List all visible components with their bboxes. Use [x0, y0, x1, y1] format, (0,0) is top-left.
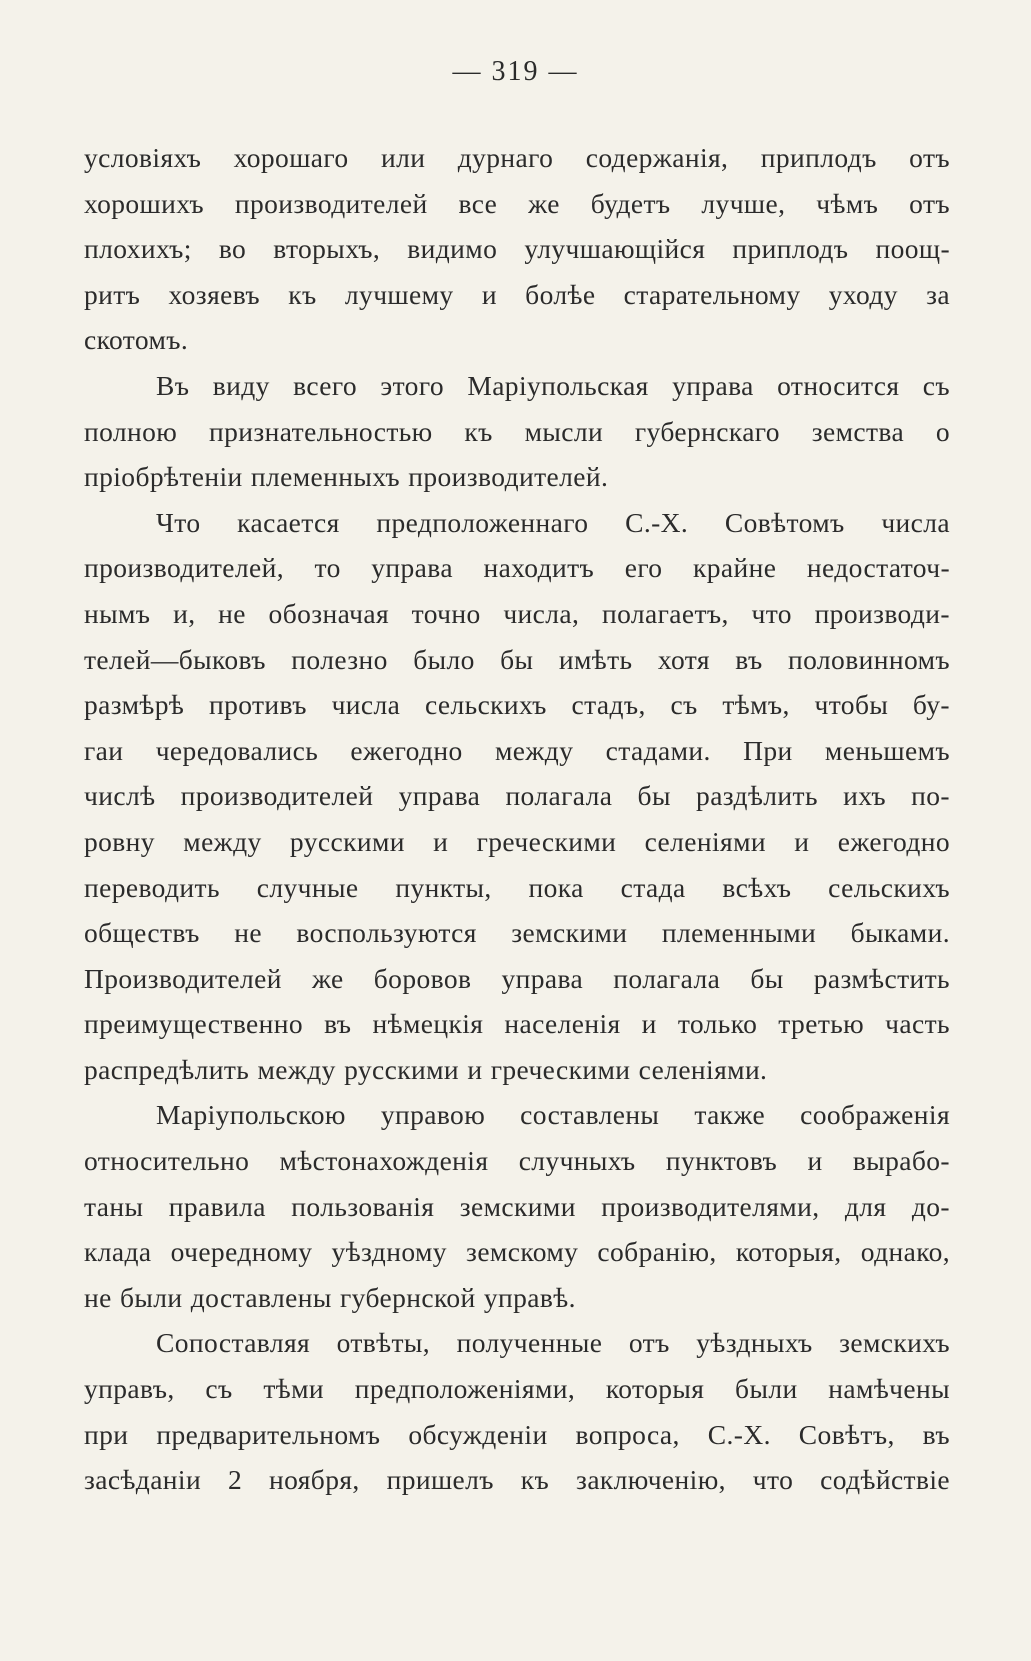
- text-line: распредѣлить между русскими и греческими селеніями.: [84, 1053, 768, 1085]
- text-line: ритъ хозяевъ къ лучшему и болѣе старательному уходу за: [84, 278, 950, 310]
- text-line: пріобрѣтеніи племенныхъ производителей.: [84, 461, 609, 493]
- text-line: преимущественно въ нѣмецкія населенія и только третью часть: [84, 1008, 950, 1040]
- text-line: управъ, съ тѣми предположеніями, которыя были намѣчены: [84, 1373, 950, 1405]
- text-line: Въ виду всего этого Маріупольская управа относится съ: [156, 369, 950, 401]
- text-line: клада очередному уѣздному земскому собранію, которыя, однако,: [84, 1236, 950, 1268]
- text-line: при предварительномъ обсужденіи вопроса, С.-Х. Совѣтъ, въ: [84, 1418, 950, 1450]
- text-line: хорошихъ производителей все же будетъ лучше, чѣмъ отъ: [84, 187, 950, 219]
- text-line: Что касается предположеннаго С.-Х. Совѣтомъ числа: [156, 506, 950, 538]
- text-line: ровну между русскими и греческими селеніями и ежегодно: [84, 825, 950, 857]
- text-line: числѣ производителей управа полагала бы раздѣлить ихъ по-: [84, 780, 950, 812]
- text-line: телей—быковъ полезно было бы имѣть хотя въ половинномъ: [84, 643, 950, 675]
- text-line: нымъ и, не обозначая точно числа, полагаетъ, что производи-: [84, 597, 950, 629]
- text-line: Сопоставляя отвѣты, полученные отъ уѣздныхъ земскихъ: [156, 1327, 950, 1359]
- text-line: гаи чередовались ежегодно между стадами. При меньшемъ: [84, 734, 950, 766]
- text-body: [84, 135, 950, 1503]
- text-line: засѣданіи 2 ноября, пришелъ къ заключенію, что содѣйствіе: [84, 1464, 950, 1496]
- page-number: — 319 —: [452, 56, 579, 87]
- text-line: условіяхъ хорошаго или дурнаго содержанія, приплодъ отъ: [84, 142, 950, 173]
- text-line: производителей, то управа находитъ его крайне недостаточ-: [84, 552, 950, 584]
- text-line: таны правила пользованія земскими производителями, для до-: [84, 1190, 950, 1222]
- text-line: относительно мѣстонахожденія случныхъ пунктовъ и вырабо-: [84, 1145, 950, 1177]
- text-line: плохихъ; во вторыхъ, видимо улучшающійся приплодъ поощ-: [84, 233, 950, 265]
- text-line: Маріупольскою управою составлены также соображенія: [156, 1099, 950, 1131]
- text-line: полною признательностью къ мысли губернскаго земства о: [84, 415, 950, 447]
- text-line: Производителей же боровов управа полагала бы размѣстить: [84, 962, 950, 994]
- text-line: переводить случные пункты, пока стада всѣхъ сельскихъ: [84, 871, 950, 903]
- text-line: обществъ не воспользуются земскими племенными быками.: [84, 917, 950, 949]
- text-line: скотомъ.: [84, 324, 189, 356]
- text-line: размѣрѣ противъ числа сельскихъ стадъ, съ тѣмъ, чтобы бу-: [84, 689, 950, 721]
- text-line: не были доставлены губернской управѣ.: [84, 1281, 576, 1313]
